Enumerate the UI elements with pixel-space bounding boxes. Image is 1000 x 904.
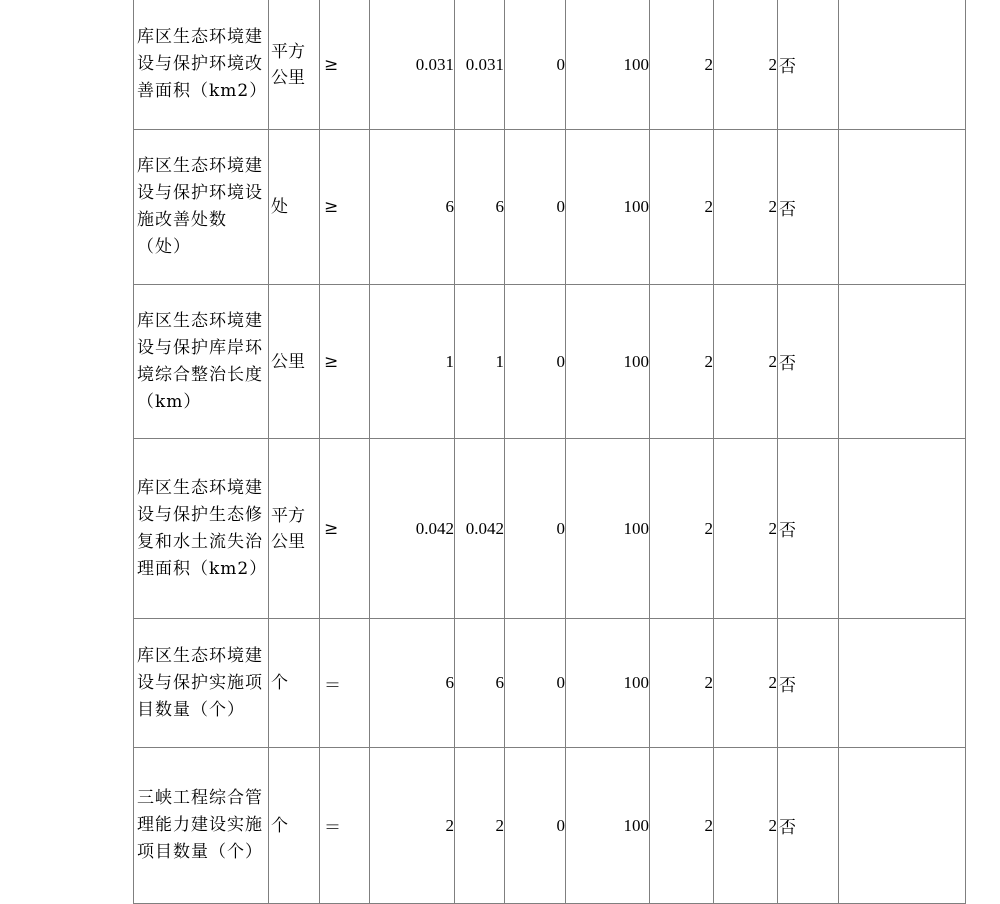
col-4-value: 100 bbox=[566, 748, 650, 904]
remarks-cell bbox=[839, 0, 966, 130]
col-4-value: 100 bbox=[566, 285, 650, 439]
performance-indicator-table bbox=[133, 0, 966, 904]
deviation-flag: 否 bbox=[778, 748, 839, 904]
deviation-flag: 否 bbox=[778, 439, 839, 619]
col-6-value: 2 bbox=[714, 0, 778, 130]
deviation-flag: 否 bbox=[778, 619, 839, 748]
indicator-operator: ＝ bbox=[320, 748, 370, 904]
col-4-value: 100 bbox=[566, 0, 650, 130]
col-3-value: 0 bbox=[505, 439, 566, 619]
col-3-value: 0 bbox=[505, 748, 566, 904]
indicator-name: 库区生态环境建设与保护库岸环境综合整治长度（km） bbox=[134, 285, 269, 439]
col-3-value: 0 bbox=[505, 0, 566, 130]
actual-value: 2 bbox=[455, 748, 505, 904]
table-row bbox=[134, 439, 966, 619]
deviation-flag: 否 bbox=[778, 130, 839, 285]
indicator-unit: 个 bbox=[269, 619, 320, 748]
indicator-operator: ＝ bbox=[320, 619, 370, 748]
col-5-value: 2 bbox=[650, 285, 714, 439]
deviation-flag: 否 bbox=[778, 0, 839, 130]
remarks-cell bbox=[839, 439, 966, 619]
col-6-value: 2 bbox=[714, 285, 778, 439]
remarks-cell bbox=[839, 748, 966, 904]
indicator-unit: 处 bbox=[269, 130, 320, 285]
col-6-value: 2 bbox=[714, 130, 778, 285]
indicator-name: 三峡工程综合管理能力建设实施项目数量（个） bbox=[134, 748, 269, 904]
actual-value: 0.031 bbox=[455, 0, 505, 130]
table-row bbox=[134, 130, 966, 285]
deviation-flag: 否 bbox=[778, 285, 839, 439]
indicator-operator: ≥ bbox=[320, 439, 370, 619]
col-5-value: 2 bbox=[650, 748, 714, 904]
remarks-cell bbox=[839, 619, 966, 748]
table-row bbox=[134, 0, 966, 130]
col-4-value: 100 bbox=[566, 439, 650, 619]
col-6-value: 2 bbox=[714, 619, 778, 748]
col-6-value: 2 bbox=[714, 748, 778, 904]
col-3-value: 0 bbox=[505, 619, 566, 748]
remarks-cell bbox=[839, 285, 966, 439]
col-6-value: 2 bbox=[714, 439, 778, 619]
target-value: 1 bbox=[370, 285, 455, 439]
table-body bbox=[134, 0, 966, 904]
indicator-unit: 平方公里 bbox=[269, 0, 320, 130]
col-5-value: 2 bbox=[650, 130, 714, 285]
remarks-cell bbox=[839, 130, 966, 285]
indicator-unit: 公里 bbox=[269, 285, 320, 439]
target-value: 0.042 bbox=[370, 439, 455, 619]
indicator-operator: ≥ bbox=[320, 130, 370, 285]
indicator-name: 库区生态环境建设与保护生态修复和水土流失治理面积（km2） bbox=[134, 439, 269, 619]
col-5-value: 2 bbox=[650, 439, 714, 619]
actual-value: 6 bbox=[455, 130, 505, 285]
actual-value: 6 bbox=[455, 619, 505, 748]
col-3-value: 0 bbox=[505, 130, 566, 285]
actual-value: 1 bbox=[455, 285, 505, 439]
indicator-unit: 个 bbox=[269, 748, 320, 904]
indicator-unit: 平方公里 bbox=[269, 439, 320, 619]
actual-value: 0.042 bbox=[455, 439, 505, 619]
target-value: 2 bbox=[370, 748, 455, 904]
table-row bbox=[134, 285, 966, 439]
col-5-value: 2 bbox=[650, 0, 714, 130]
target-value: 0.031 bbox=[370, 0, 455, 130]
col-4-value: 100 bbox=[566, 130, 650, 285]
table-row bbox=[134, 619, 966, 748]
indicator-name: 库区生态环境建设与保护环境改善面积（km2） bbox=[134, 0, 269, 130]
indicator-name: 库区生态环境建设与保护环境设施改善处数（处） bbox=[134, 130, 269, 285]
indicator-name: 库区生态环境建设与保护实施项目数量（个） bbox=[134, 619, 269, 748]
indicator-operator: ≥ bbox=[320, 285, 370, 439]
indicator-operator: ≥ bbox=[320, 0, 370, 130]
target-value: 6 bbox=[370, 619, 455, 748]
col-5-value: 2 bbox=[650, 619, 714, 748]
target-value: 6 bbox=[370, 130, 455, 285]
table-row bbox=[134, 748, 966, 904]
col-4-value: 100 bbox=[566, 619, 650, 748]
col-3-value: 0 bbox=[505, 285, 566, 439]
